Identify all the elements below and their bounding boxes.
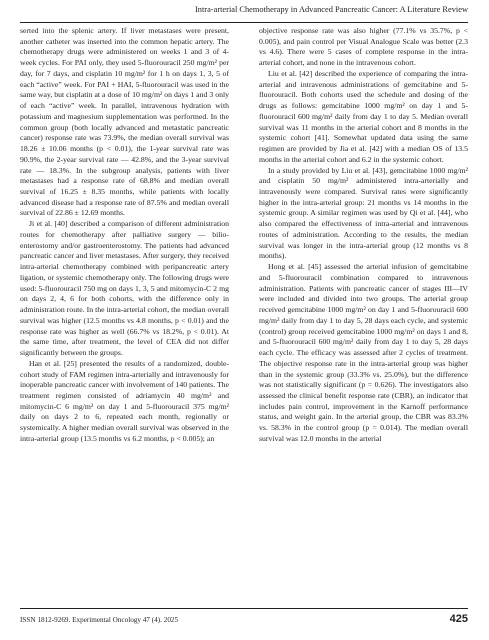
running-title: Intra-arterial Chemotherapy in Advanced Pancreatic Cancer: A Literature Review [195,5,468,14]
paragraph: Han et al. [25] presented the results of a randomized, double-cohort study of FAM regimen intra-arterially and intravenously for inoperable pancreatic cancer with involvement of 140 patients. The treatment regimen consisted of adriamycin 40 mg/m² and mitomycin-C 6 mg/m² on day 1 and 5-fluorouracil 375 mg/m² daily on days 2 to 6, repeated each month, regionally or systemically. A higher median overall survival was observed in the intra-arterial group (13.5 months vs 6.2 months, p < 0.005); an [20,358,229,443]
paragraph: Hong et al. [45] assessed the arterial infusion of gemcitabine and 5-fluorouracil combination compared to intravenous administration. Patients with pancreatic cancer of stages III—IV were included and divided into two groups. The arterial group received gemcitabine 1000 mg/m² on day 1 and 5-fluorouracil 600 mg/m² daily from day 1 to day 5, 28 days each cycle, and systemic (control) group received gemcitabine 1000 mg/m² on days 1 and 8, and 5-fluorouracil 600 mg/m² daily from day 1 to day 5, 28 days each cycle. The efficacy was assessed after 2 cycles of treatment. The objective response rate in the intra-arterial group was higher than in the systemic group (33.3% vs. 25.0%), but the difference was not statistically significant (p = 0.626). The investigators also assessed the clinical benefit response rate (CBR), an indicator that includes pain control, improvement in the Karnoff performance status, and weight gain. In the arterial group, the CBR was 83.3% vs. 58.3% in the control group (p = 0.014). The median overall survival was 12.0 months in the arterial [259,262,468,443]
paragraph: Ji et al. [40] described a comparison of different administration routes for chemotherapy after palliative surgery — bilio-enterostomy and/or gastroenterostomy. The patients had advanced pancreatic cancer and liver metastases. After surgery, they received intra-arterial chemotherapy combined with peripancreatic artery ligation, or systemic chemotherapy only. The following drugs were used: 5-fluorouracil 750 mg on days 1, 3, 5 and mitomycin-C 2 mg on days 2, 4, 6 for both cohorts, with the difference only in administration route. In the intra-arterial cohort, the median overall survival was higher (12.5 months vs 4.8 months, p < 0.01) and the response rate was higher as well (66.7% vs 18.2%, p < 0.01). At the same time, after treatment, the level of CEA did not differ significantly between the groups. [20,219,229,358]
paragraph: In a study provided by Liu et al. [43], gemcitabine 1000 mg/m² and cisplatin 50 mg/m² administered intra-arterially and intravenously were compared. Survival rates were significantly higher in the intra-arterial group: 21 months vs 14 months in the systemic group. A similar regimen was used by Qi et al. [44], who also compared the effectiveness of intra-arterial and intravenous routes of administration. According to the results, the median survival was longer in the intra-arterial group (12 months vs 8 months). [259,165,468,261]
paragraph: serted into the splenic artery. If liver metastases were present, another catheter was inserted into the common hepatic artery. The chemotherapy drugs were administered on weeks 1 and 3 of 4-week cycles. For PAI only, they used 5-fluorouracil 250 mg/m² per day, for 7 days, and cisplatin 10 mg/m² for 1 h on days 1, 3, 5 of each “active” week. For PAI + HAI, 5-fluorouracil was used in the same way, but cisplatin at a dose of 10 mg/m² on days 1 and 3 only of each “active” week. In parallel, intravenous hydration with potassium and magnesium supplementation was performed. In the common group (both locally advanced and metastatic pancreatic cancer) response rate was 73.9%, the median overall survival was 18.26 ± 10.06 months (p < 0.01), the 1-year survival rate was 90.9%, the 2-year survival rate — 42.8%, and the 3-year survival rate — 18.3%. In the subgroup analysis, patients with liver metastases had a response rate of 68.8% and median overall survival of 16.25 ± 8.35 months, while patients with locally advanced disease had a response rate of 87.5% and median overall survival of 22.86 ± 12.69 months. [20,26,229,218]
running-header [20,0,468,23]
paragraph: Liu et al. [42] described the experience of comparing the intra-arterial and intravenous administrations of gemcitabine and 5-fluorouracil. Both cohorts used the schedule and dosing of the drugs as follows: gemcitabine 1000 mg/m² on day 1 and 5-fluorouracil 600 mg/m² daily from day 1 to day 5. Median overall survival was 11 months in the arterial cohort and 8 months in the systemic cohort [41]. Somewhat updated data using the same regimen are provided by Jia et al. [42] with a median OS of 13.5 months in the arterial cohort and 6.2 in the systemic cohort. [259,68,468,164]
paragraph: objective response rate was also higher (77.1% vs 35.7%, p < 0.005), and pain control per Visual Analogue Scale was better (2.3 vs 4.6). There were 5 cases of complete response in the intra-arterial cohort, and none in the intravenous cohort. [259,26,468,68]
right-column [259,26,468,445]
left-column [20,26,229,445]
page-footer [20,608,468,631]
journal-citation: ISSN 1812-9269. Experimental Oncology 47 (4). 2025 [20,616,179,624]
page-number: 425 [449,613,468,625]
